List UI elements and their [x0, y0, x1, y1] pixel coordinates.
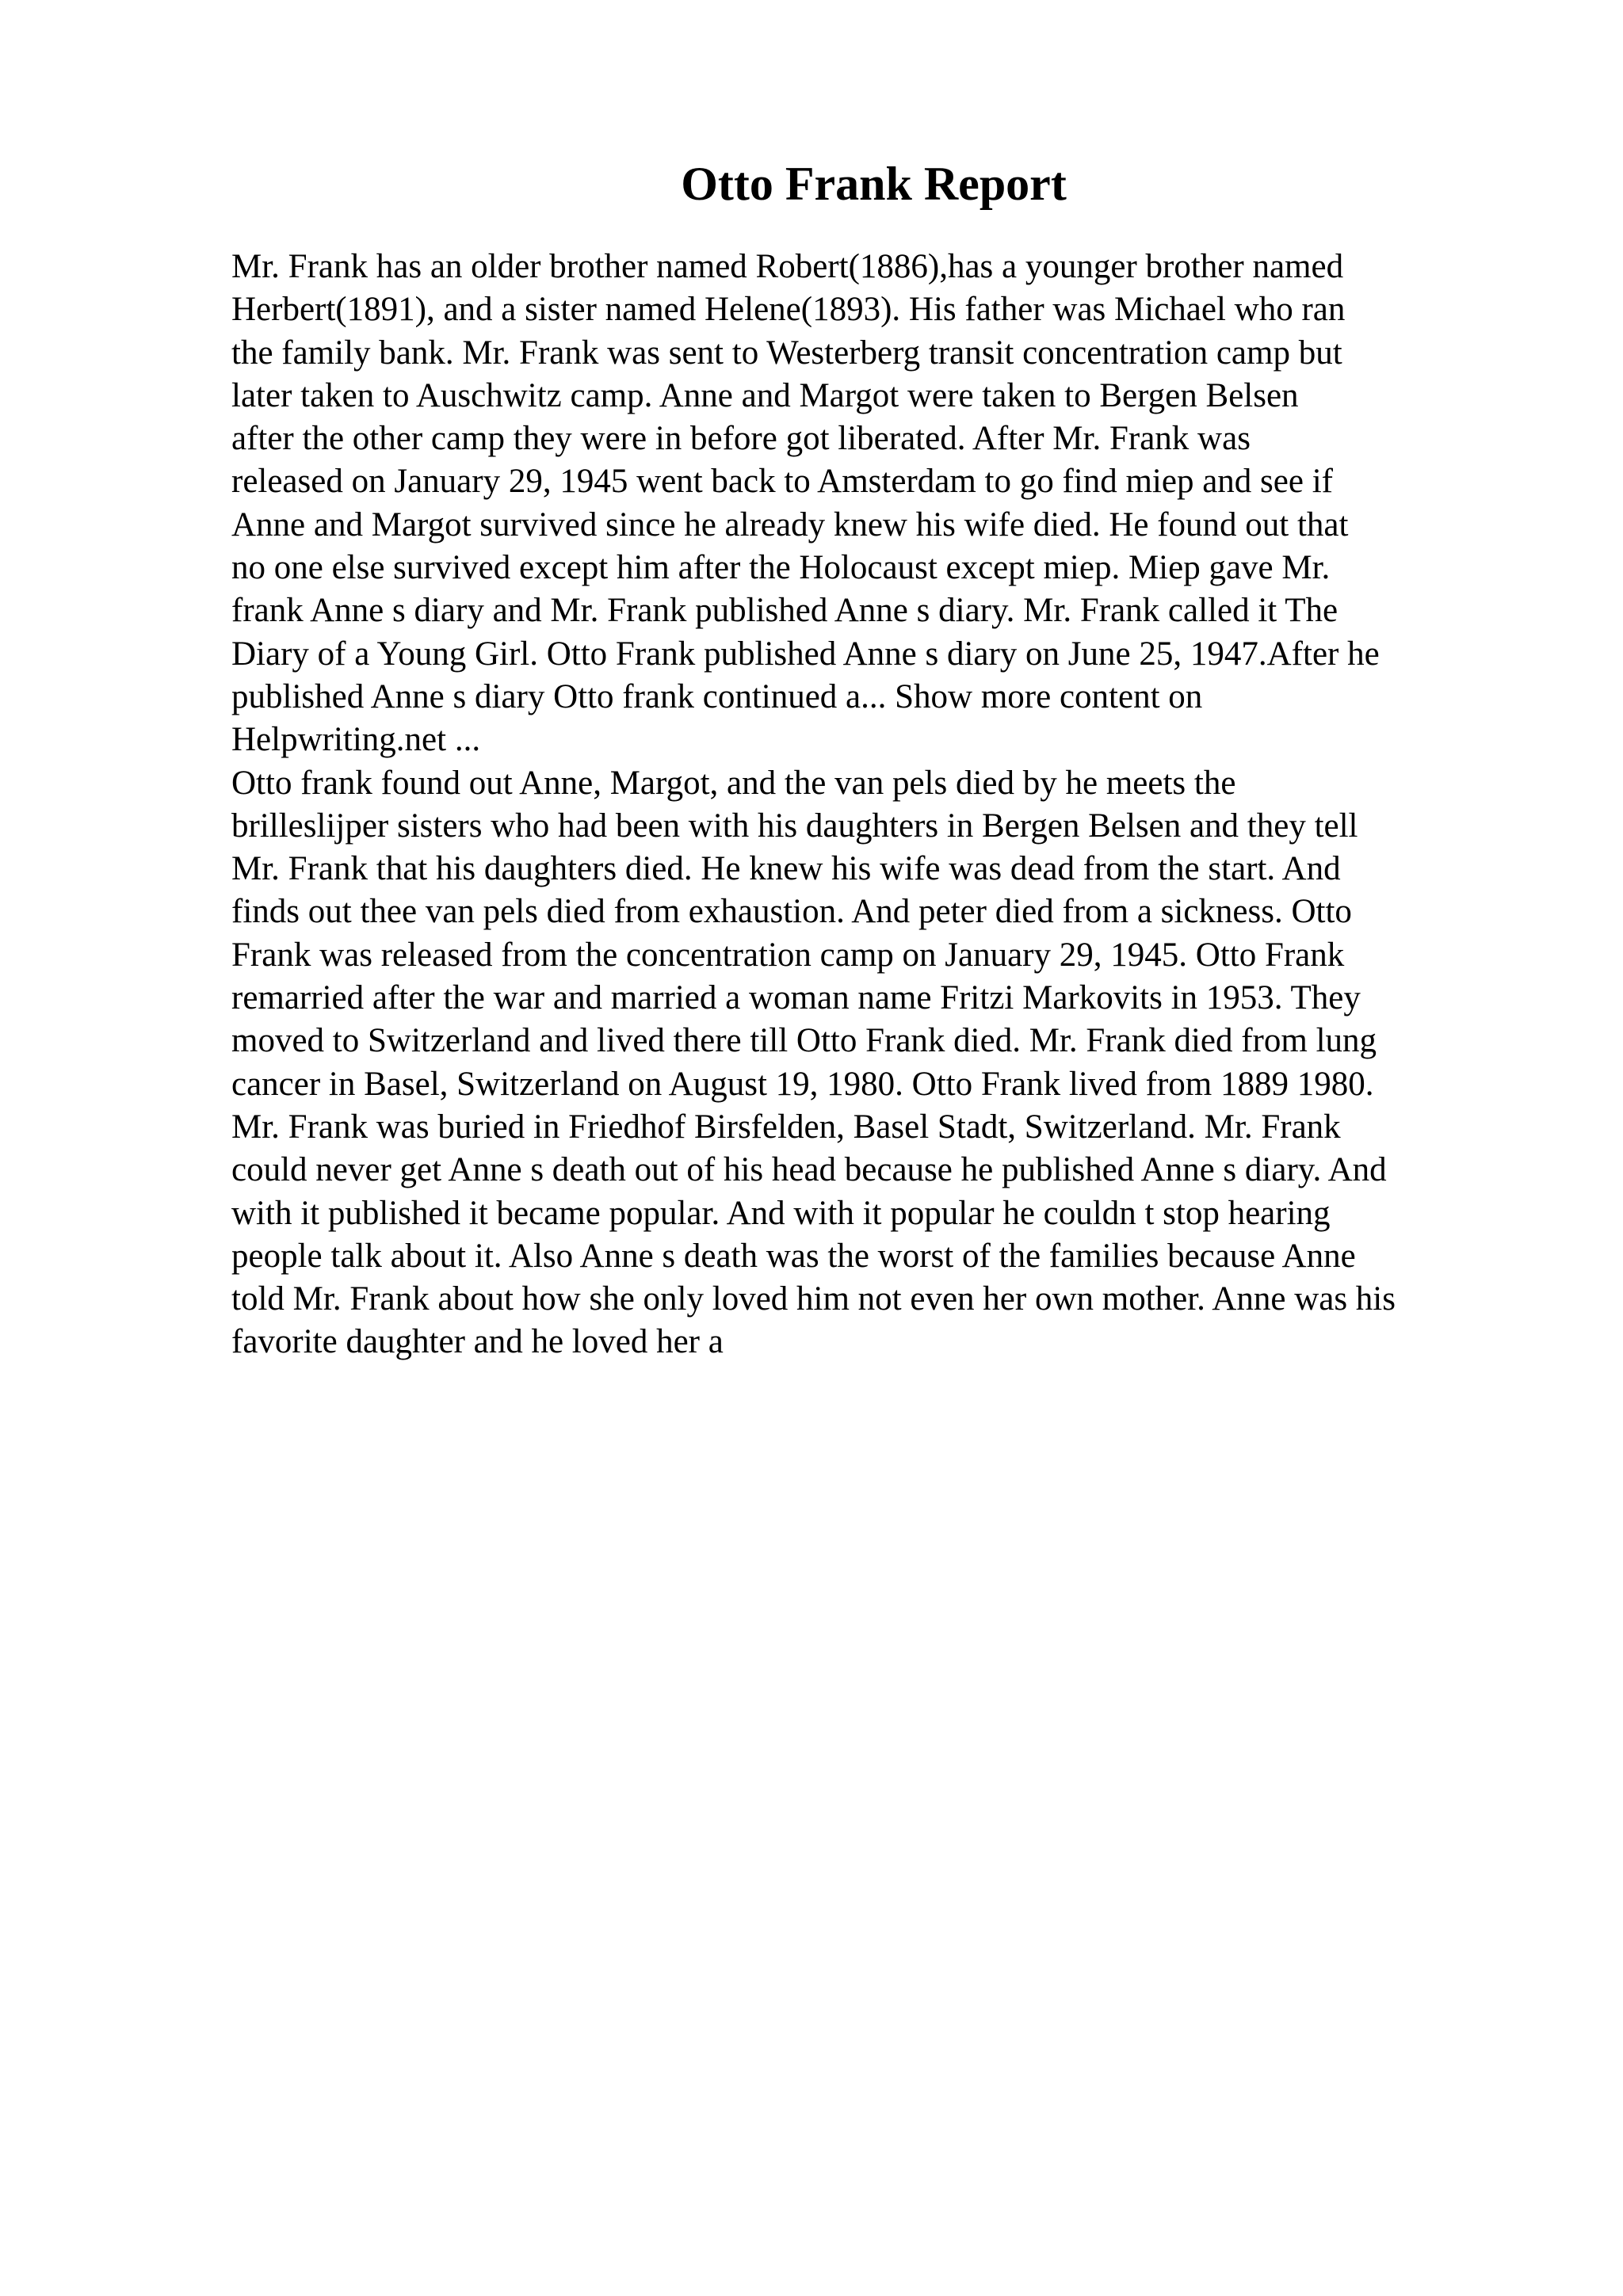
body-line: Diary of a Young Girl. Otto Frank published Anne s diary on June 25, 1947.After he	[231, 635, 1380, 673]
body-line: told Mr. Frank about how she only loved him not even her own mother. Anne was his	[231, 1280, 1396, 1318]
body-line: after the other camp they were in before got liberated. After Mr. Frank was	[231, 420, 1251, 458]
body-line: Anne and Margot survived since he already knew his wife died. He found out that	[231, 505, 1349, 543]
body-line: Herbert(1891), and a sister named Helene(1893). His father was Michael who ran	[231, 291, 1346, 329]
body-line: released on January 29, 1945 went back to Amsterdam to go find miep and see if	[231, 463, 1333, 501]
body-line: could never get Anne s death out of his head because he published Anne s diary. And	[231, 1151, 1387, 1189]
body-line: Helpwriting.net ...	[231, 721, 481, 759]
body-line: people talk about it. Also Anne s death was the worst of the families because Anne	[231, 1237, 1356, 1275]
body-line: Otto frank found out Anne, Margot, and the van pels died by he meets the	[231, 764, 1236, 802]
body-line: cancer in Basel, Switzerland on August 19, 1980. Otto Frank lived from 1889 1980.	[231, 1065, 1374, 1103]
body-line: published Anne s diary Otto frank continued a... Show more content on	[231, 677, 1203, 715]
body-line: Frank was released from the concentration camp on January 29, 1945. Otto Frank	[231, 936, 1345, 974]
body-line: frank Anne s diary and Mr. Frank published Anne s diary. Mr. Frank called it The	[231, 592, 1338, 630]
document-body	[231, 246, 1579, 1364]
body-line: with it published it became popular. And with it popular he couldn t stop hearing	[231, 1194, 1331, 1232]
body-line: brilleslijper sisters who had been with his daughters in Bergen Belsen and they tell	[231, 807, 1358, 845]
body-line: Mr. Frank that his daughters died. He knew his wife was dead from the start. And	[231, 850, 1341, 888]
body-line: Mr. Frank was buried in Friedhof Birsfelden, Basel Stadt, Switzerland. Mr. Frank	[231, 1108, 1341, 1146]
body-line: the family bank. Mr. Frank was sent to Westerberg transit concentration camp but	[231, 334, 1342, 372]
document-title: Otto Frank Report	[681, 158, 1067, 210]
body-line: later taken to Auschwitz camp. Anne and Margot were taken to Bergen Belsen	[231, 376, 1299, 414]
body-line: Mr. Frank has an older brother named Robert(1886),has a younger brother named	[231, 248, 1344, 285]
body-line: finds out thee van pels died from exhaustion. And peter died from a sickness. Otto	[231, 893, 1352, 931]
body-line: remarried after the war and married a woman name Fritzi Markovits in 1953. They	[231, 979, 1361, 1017]
body-line: no one else survived except him after the Holocaust except miep. Miep gave Mr.	[231, 549, 1331, 587]
body-line: moved to Switzerland and lived there till Otto Frank died. Mr. Frank died from lung	[231, 1022, 1377, 1060]
body-line: favorite daughter and he loved her a	[231, 1323, 724, 1361]
